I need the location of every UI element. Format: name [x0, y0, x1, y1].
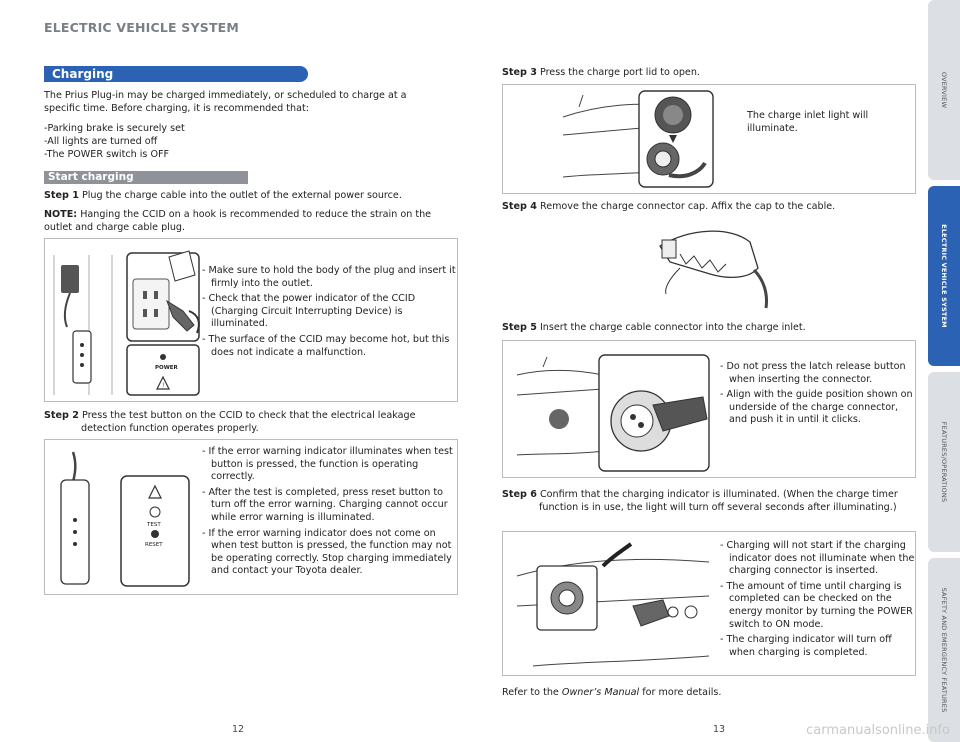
- connector-insert-illustration: [513, 345, 713, 475]
- tab-label: OVERVIEW: [940, 71, 948, 109]
- step-label: Step 4: [502, 201, 537, 212]
- step6-instruction: [502, 488, 916, 514]
- note-item: - After the test is completed, press reset button to turn off the error warning. Charging cannot occur while error warning is illuminated.: [202, 486, 448, 523]
- checklist-item: -The POWER switch is OFF: [44, 149, 170, 160]
- note-item: - If the error warning indicator illuminates when test button is pressed, the function is operating correctly.: [202, 446, 453, 483]
- step3-instruction: [502, 66, 902, 79]
- step-text: Remove the charge connector cap. Affix the cap to the cable.: [539, 201, 836, 212]
- note-item: - Do not press the latch release button when inserting the connector.: [720, 361, 906, 385]
- tab-label: SAFETY AND EMERGENCY FEATURES: [940, 587, 948, 713]
- step-text: Confirm that the charging indicator is illuminated. (When the charge timer function is in use, the light will turn off several seconds after illuminating.): [539, 489, 898, 513]
- charging-indicator-illustration: [513, 536, 713, 672]
- step5-notes: [717, 361, 913, 430]
- step2-instruction: [44, 409, 458, 435]
- note-item: - If the error warning indicator does not come on when test button is pressed, the function may not be operating correctly. Stop charging immediately and contact your Toyota dealer.: [202, 527, 452, 577]
- checklist: [44, 122, 344, 161]
- ccid-reset-label: RESET: [145, 542, 163, 548]
- page-number-left: 12: [232, 724, 245, 735]
- note-item: - The charging indicator will turn off when charging is completed.: [720, 634, 892, 658]
- note-item: - Charging will not start if the charging indicator does not illuminate when the charging connector is inserted.: [720, 540, 915, 577]
- step4-instruction: [502, 200, 902, 213]
- tab-features-operations[interactable]: [928, 372, 960, 552]
- note-item: - Align with the guide position shown on underside of the charge connector, and push it in until it clicks.: [720, 389, 913, 426]
- refer-suffix: for more details.: [642, 687, 722, 698]
- note-item: - The surface of the CCID may become hot, but this does not indicate a malfunction.: [202, 333, 450, 358]
- charge-port-lid-illustration: [559, 87, 719, 191]
- step6-notes: [717, 540, 915, 662]
- step3-illustration-box: [502, 84, 916, 194]
- owners-manual-title: Owner’s Manual: [561, 687, 640, 698]
- step2-illustration-box: [44, 439, 458, 595]
- step5-illustration-box: [502, 340, 916, 478]
- step3-callout: The charge inlet light will illuminate.: [747, 110, 869, 134]
- connector-cap-illustration: [650, 218, 780, 310]
- note-item: - The amount of time until charging is completed can be checked on the energy monitor by turning the POWER switch to ON mode.: [720, 580, 913, 630]
- checklist-item: -All lights are turned off: [44, 136, 158, 147]
- step5-instruction: [502, 321, 902, 334]
- section-title-charging: Charging: [44, 66, 308, 82]
- refer-prefix: Refer to the: [502, 687, 559, 698]
- intro-paragraph: The Prius Plug-in may be charged immediately, or scheduled to charge at a specific time. Before charging, it is recommended that:: [44, 90, 407, 114]
- tab-label: ELECTRIC VEHICLE SYSTEM: [940, 224, 948, 328]
- step1-instruction: [44, 189, 464, 202]
- note-item: - Make sure to hold the body of the plug and insert it firmly into the outlet.: [202, 265, 456, 289]
- step-text: Press the charge port lid to open.: [539, 67, 700, 78]
- ccid-power-label: POWER: [155, 365, 178, 371]
- step6-illustration-box: [502, 531, 916, 676]
- step2-notes: [199, 446, 457, 581]
- watermark: carmanualsonline.info: [806, 723, 950, 738]
- note-item: - Check that the power indicator of the CCID (Charging Circuit Interrupting Device) is illuminated.: [202, 293, 416, 330]
- checklist-item: -Parking brake is securely set: [44, 123, 185, 134]
- tab-overview[interactable]: [928, 0, 960, 180]
- side-tab-strip: [914, 0, 960, 742]
- tab-safety-emergency[interactable]: [928, 558, 960, 742]
- page-number-right: 13: [713, 724, 726, 735]
- subsection-title-start-charging: Start charging: [44, 171, 248, 184]
- step-label: Step 2: [44, 410, 79, 421]
- note-paragraph: [44, 208, 454, 234]
- step1-illustration-box: [44, 238, 458, 402]
- step1-notes: [199, 265, 457, 362]
- step-label: Step 3: [502, 67, 537, 78]
- tab-label: FEATURES/OPERATIONS: [940, 421, 948, 503]
- note-label: NOTE:: [44, 209, 78, 220]
- step-label: Step 6: [502, 489, 537, 500]
- tab-electric-vehicle-system[interactable]: [928, 186, 960, 366]
- svg-text:!: !: [162, 382, 165, 389]
- step-text: Press the test button on the CCID to check that the electrical leakage detection function operates properly.: [81, 410, 416, 434]
- step-label: Step 1: [44, 190, 79, 201]
- step-text: Plug the charge cable into the outlet of the external power source.: [81, 190, 402, 201]
- ccid-test-label: TEST: [147, 522, 161, 528]
- step-label: Step 5: [502, 322, 537, 333]
- note-text: Hanging the CCID on a hook is recommended to reduce the strain on the outlet and charge cable plug.: [44, 209, 432, 233]
- refer-note: [502, 686, 902, 699]
- page-header-title: ELECTRIC VEHICLE SYSTEM: [44, 20, 240, 35]
- step-text: Insert the charge cable connector into the charge inlet.: [539, 322, 806, 333]
